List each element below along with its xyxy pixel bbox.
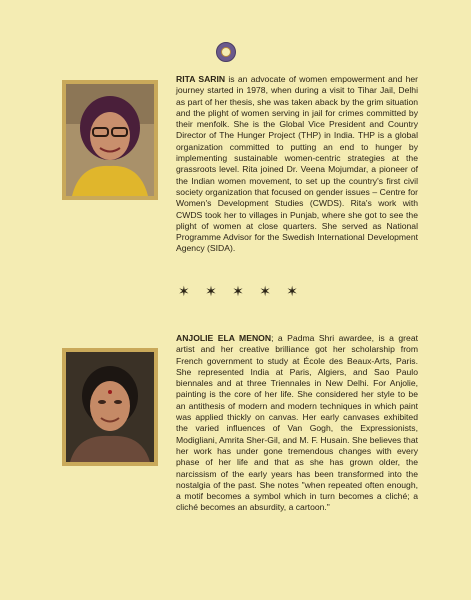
portrait-photo-anjolie-ela-menon xyxy=(62,348,158,466)
bio-text: is an advocate of women empowerment and her journey started in 1978, when during a visit to Tihar Jail, Delhi as part of her thesis, she was taken aback by the grim situation and the plight of women serving in jail for crimes committed by their menfolk. She is the Global Vice President and Country Director of The Hunger Project (THP) in India. THP is a global organization committed to putting an end to hunger by implementing sustainable women-centric strategies at the grassroots level. Rita joined Dr. Veena Mojumdar, a pioneer of the Indian women movement, to set up the country's first civil society organization that focused on gender issues – Centre for Women's Development Studies (CWDS). Rita's work with CWDS took her to villages in Punjab, where she got to see the plight of women at close quarters. She served as National Programme Advisor for the Swedish International Development Agency (SIDA). xyxy=(176,74,419,254)
star-icon: ✶ xyxy=(286,284,298,300)
bio-rita-sarin xyxy=(176,74,418,255)
star-icon: ✶ xyxy=(232,284,244,300)
bio-name: RITA SARIN xyxy=(176,74,226,84)
bio-name: ANJOLIE ELA MENON xyxy=(176,333,272,343)
star-divider xyxy=(178,284,298,300)
bio-anjolie-ela-menon xyxy=(176,333,418,514)
star-icon: ✶ xyxy=(259,284,271,300)
star-icon: ✶ xyxy=(178,284,190,300)
star-icon: ✶ xyxy=(205,284,217,300)
portrait-photo-rita-sarin xyxy=(62,80,158,200)
bio-text: ; a Padma Shri awardee, is a great artist and her creative brilliance got her scholarship from French government to study at École des Beaux-Arts, Paris. She represented India at Paris, Algiers, and Sao Paulo biennales and at three Triennales in New Delhi. For Anjolie, painting is the core of her life. She considered her style to be an antithesis of modern and modern techniques in which paint was applied thickly on canvas. Her early canvases exhibited the varied influences of Van Gogh, the Expressionists, Modigliani, Amrita Sher-Gil, and M. F. Husain. She believes that her work has under gone tremendous changes with every phase of her life and that as she has grown older, the narcissism of the early years has been transformed into the nostalgia of the past. She notes "when repeated often enough, a motif becomes a symbol which in turn becomes a cliché; a cliché becomes an absurdity, a cartoon." xyxy=(176,333,418,513)
emblem-icon xyxy=(216,42,236,62)
